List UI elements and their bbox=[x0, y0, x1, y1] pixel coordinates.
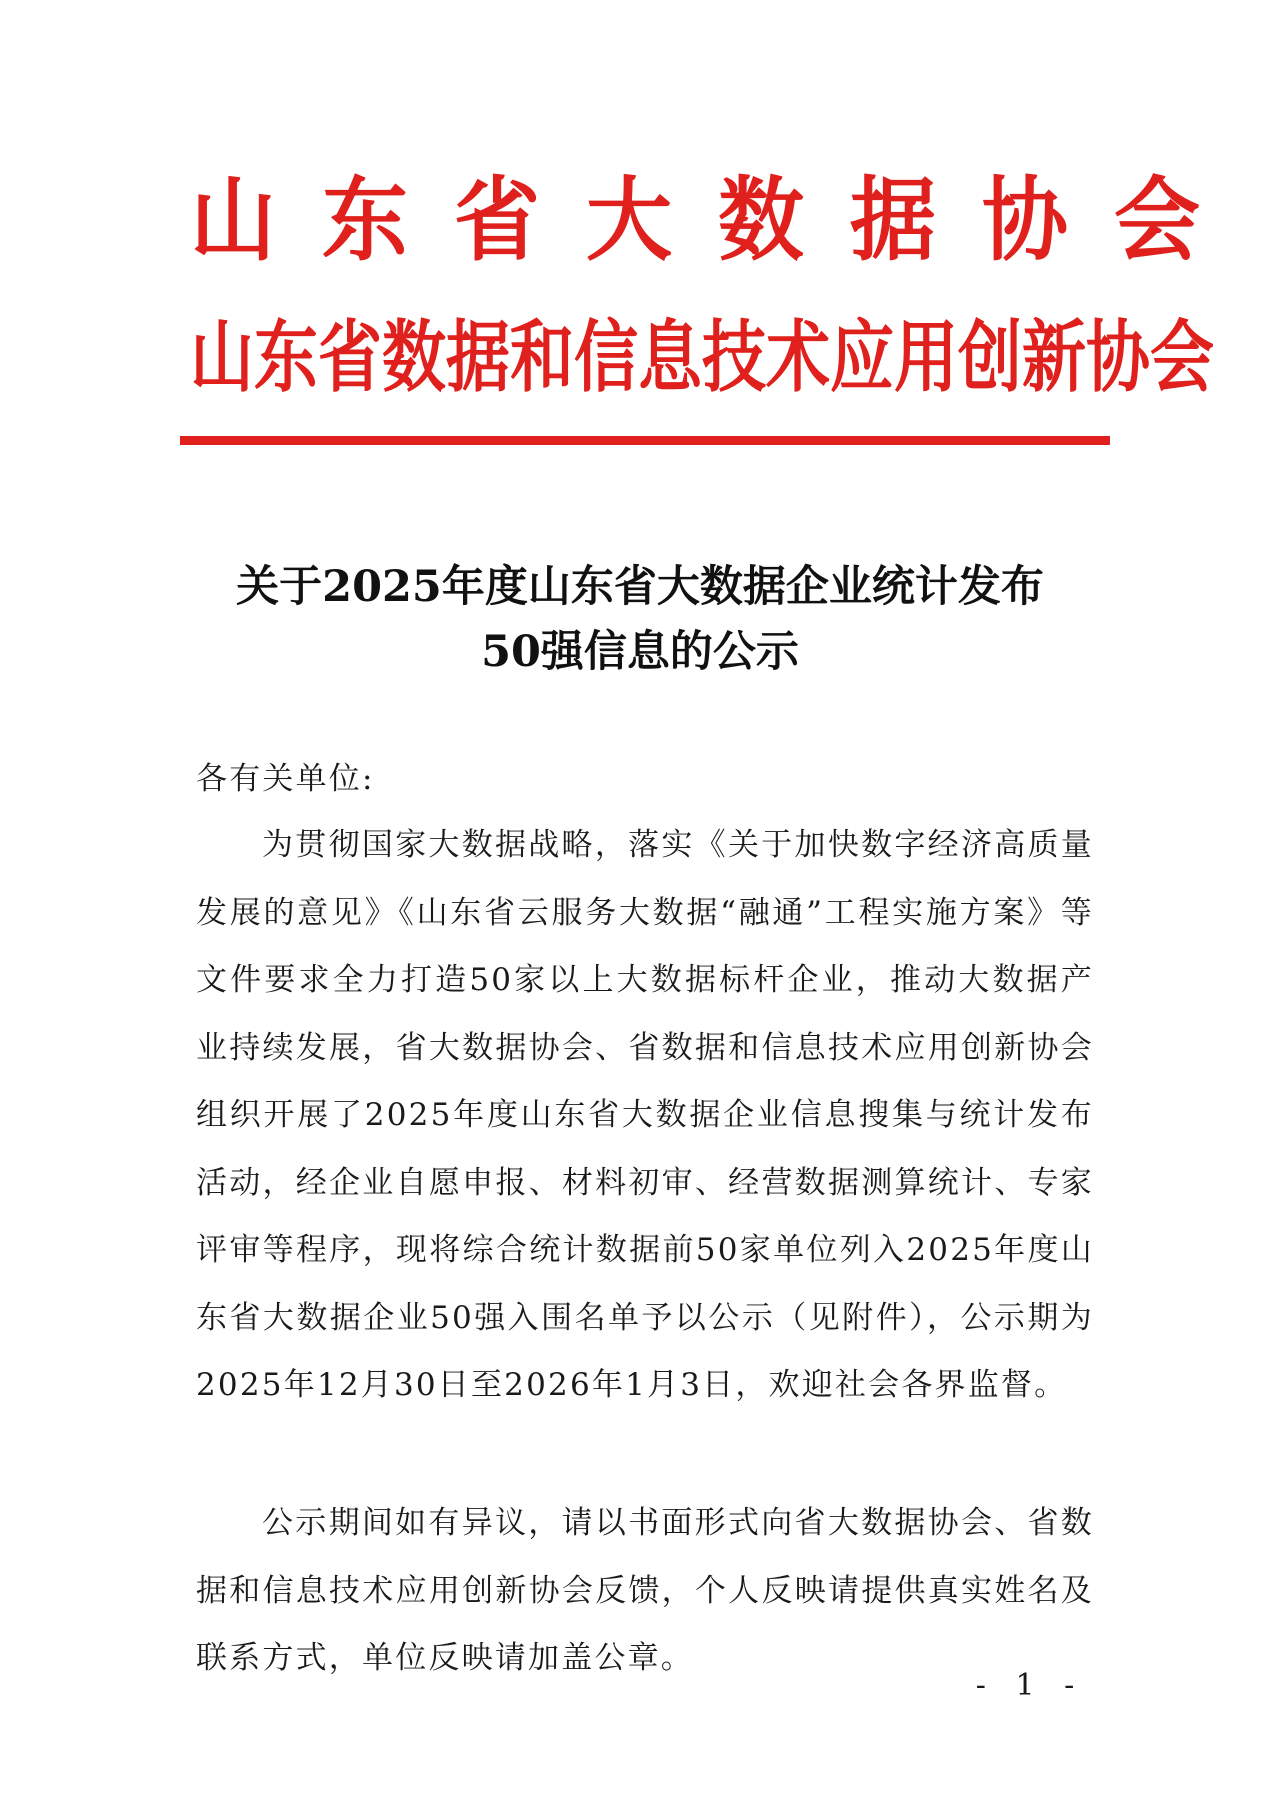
body-paragraph-1: 为贯彻国家大数据战略，落实《关于加快数字经济高质量发展的意见》《山东省云服务大数据“融通”工程实施方案》等文件要求全力打造50家以上大数据标杆企业，推动大数据产业持续发展，省大数据协会、省数据和信息技术应用创新协会组织开展了2025年度山东省大数据企业信息搜集与统计发布活动，经企业自愿申报、材料初审、经营数据测算统计、专家评审等程序，现将综合统计数据前50家单位列入2025年度山东省大数据企业50强入围名单予以公示（见附件），公示期为2025年12月30日至2026年1月3日，欢迎社会各界监督。 bbox=[196, 827, 1094, 1403]
salutation: 各有关单位: bbox=[196, 761, 375, 797]
body-paragraph-2: 公示期间如有异议，请以书面形式向省大数据协会、省数据和信息技术应用创新协会反馈，个人反映请提供真实姓名及联系方式，单位反映请加盖公章。 bbox=[196, 1505, 1094, 1676]
letterhead-org-name-1: 山东省大数据协会 bbox=[190, 168, 1246, 274]
letterhead-divider bbox=[180, 436, 1110, 445]
page-number: - 1 - bbox=[975, 1668, 1085, 1703]
document-title-line-2: 50强信息的公示 bbox=[481, 627, 799, 677]
document-title-line-1: 关于2025年度山东省大数据企业统计发布 bbox=[236, 562, 1044, 612]
letterhead-org-name-2: 山东省数据和信息技术应用创新协会 bbox=[190, 313, 1214, 404]
